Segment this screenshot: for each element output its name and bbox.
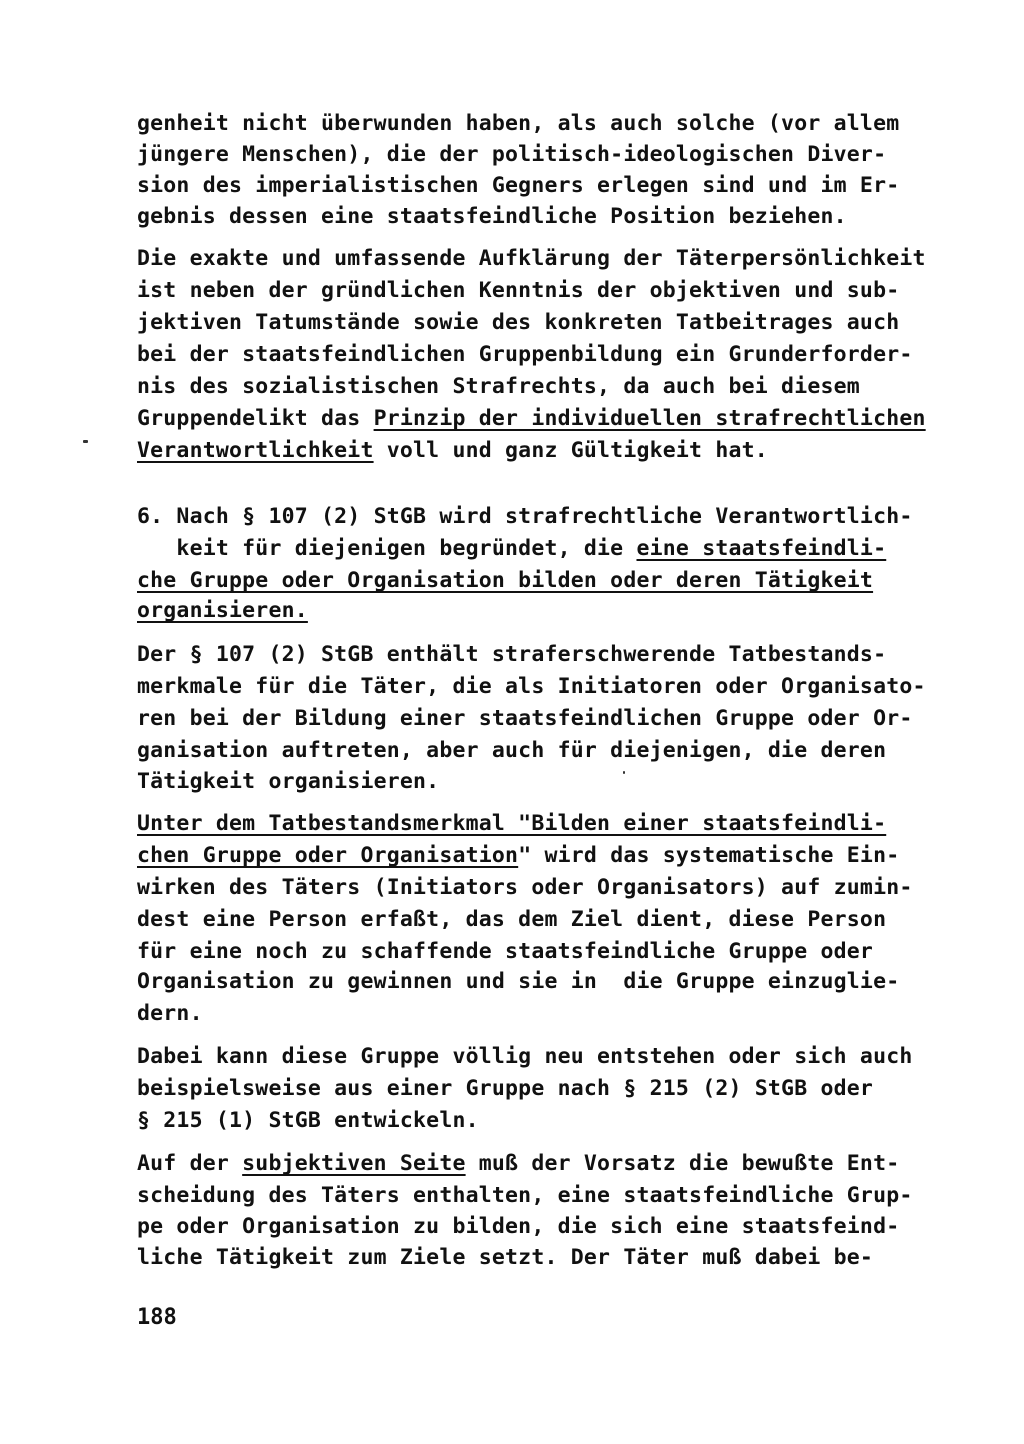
text-segment: scheidung des Täters enthalten, eine staatsfeindliche Grup- (137, 1183, 913, 1208)
text-segment: Organisation zu gewinnen und sie in die Gruppe einzuglie- (137, 969, 900, 994)
text-line (137, 1244, 873, 1272)
text-line (137, 277, 899, 305)
text-segment: Die exakte und umfassende Aufklärung der Täterpersönlichkeit (137, 246, 926, 271)
text-segment: nis des sozialistischen Strafrechts, da auch bei diesem (137, 374, 860, 399)
text-segment: " wird das systematische Ein- (518, 843, 900, 868)
text-line (137, 1000, 203, 1028)
text-segment: bei der staatsfeindlichen Gruppenbildung ein Grunderforder- (137, 342, 913, 367)
text-line (137, 503, 913, 531)
underlined-text: chen Gruppe oder Organisation (137, 843, 519, 868)
scan-speck (623, 771, 625, 774)
text-line (137, 172, 899, 200)
text-segment: dest eine Person erfaßt, das dem Ziel dient, diese Person (137, 907, 887, 932)
text-segment: dern. (137, 1001, 203, 1026)
text-segment: § 215 (1) StGB entwickeln. (137, 1108, 479, 1133)
text-line (137, 373, 860, 401)
text-segment: für eine noch zu schaffende staatsfeindliche Gruppe oder (137, 939, 874, 964)
text-line (137, 110, 899, 138)
text-segment: 6. Nach § 107 (2) StGB wird strafrechtliche Verantwortlich- (137, 504, 913, 529)
underlined-text: Prinzip der individuellen strafrechtlichen (373, 406, 926, 431)
text-segment: Dabei kann diese Gruppe völlig neu entstehen oder sich auch (137, 1044, 913, 1069)
text-line (137, 906, 886, 934)
underlined-text: organisieren. (137, 598, 308, 623)
scan-speck (83, 440, 88, 443)
page-number: 188 (137, 1305, 177, 1330)
text-line (137, 1107, 479, 1135)
text-line (137, 405, 926, 433)
text-segment: Gruppendelikt das (137, 406, 374, 431)
text-segment: ren bei der Bildung einer staatsfeindlichen Gruppe oder Or- (137, 706, 913, 731)
underlined-text: eine staatsfeindli- (636, 536, 887, 561)
text-line (137, 705, 913, 733)
text-segment: beispielsweise aus einer Gruppe nach § 215 (2) StGB oder (137, 1076, 874, 1101)
text-line (137, 1043, 913, 1071)
text-segment: ist neben der gründlichen Kenntnis der objektiven und sub- (137, 278, 900, 303)
underlined-text: Verantwortlichkeit (137, 438, 374, 463)
text-line (137, 341, 913, 369)
text-segment: liche Tätigkeit zum Ziele setzt. Der Täter muß dabei be- (137, 1245, 874, 1270)
text-segment: keit für diejenigen begründet, die (137, 536, 637, 561)
text-line (137, 968, 899, 996)
text-segment: jektiven Tatumstände sowie des konkreten Tatbeitrages auch (137, 310, 900, 335)
text-line (137, 1075, 873, 1103)
text-segment: Tätigkeit organisieren. (137, 769, 440, 794)
text-line (137, 535, 886, 563)
text-segment: merkmale für die Täter, die als Initiatoren oder Organisato- (137, 674, 926, 699)
text-line (137, 810, 886, 838)
text-segment: muß der Vorsatz die bewußte Ent- (465, 1151, 900, 1176)
underlined-text: che Gruppe oder Organisation bilden oder deren Tätigkeit (137, 568, 874, 593)
text-segment: jüngere Menschen), die der politisch-ideologischen Diver- (137, 142, 887, 167)
text-segment: wirken des Täters (Initiators oder Organisators) auf zumin- (137, 875, 913, 900)
text-line (137, 938, 873, 966)
text-line (137, 1150, 899, 1178)
text-segment: pe oder Organisation zu bilden, die sich eine staatsfeind- (137, 1214, 900, 1239)
text-segment: Der § 107 (2) StGB enthält straferschwerende Tatbestands- (137, 642, 887, 667)
underlined-text: subjektiven Seite (242, 1151, 466, 1176)
text-line (137, 874, 913, 902)
text-line (137, 309, 899, 337)
text-line (137, 203, 847, 231)
text-line (137, 842, 899, 870)
text-line (137, 437, 768, 465)
text-line (137, 567, 873, 595)
text-line (137, 245, 926, 273)
text-line (137, 597, 308, 625)
text-segment: genheit nicht überwunden haben, als auch solche (vor allem (137, 111, 900, 136)
text-line (137, 673, 926, 701)
text-segment: voll und ganz Gültigkeit hat. (373, 438, 768, 463)
underlined-text: Unter dem Tatbestandsmerkmal "Bilden einer staatsfeindli- (137, 811, 887, 836)
text-segment: Auf der (137, 1151, 243, 1176)
text-segment: sion des imperialistischen Gegners erlegen sind und im Er- (137, 173, 900, 198)
text-line (137, 768, 439, 796)
text-line (137, 1182, 913, 1210)
text-line (137, 641, 886, 669)
text-line (137, 1213, 899, 1241)
text-segment: ganisation auftreten, aber auch für diejenigen, die deren (137, 738, 887, 763)
text-segment: gebnis dessen eine staatsfeindliche Position beziehen. (137, 204, 847, 229)
text-line (137, 141, 886, 169)
text-line (137, 737, 886, 765)
